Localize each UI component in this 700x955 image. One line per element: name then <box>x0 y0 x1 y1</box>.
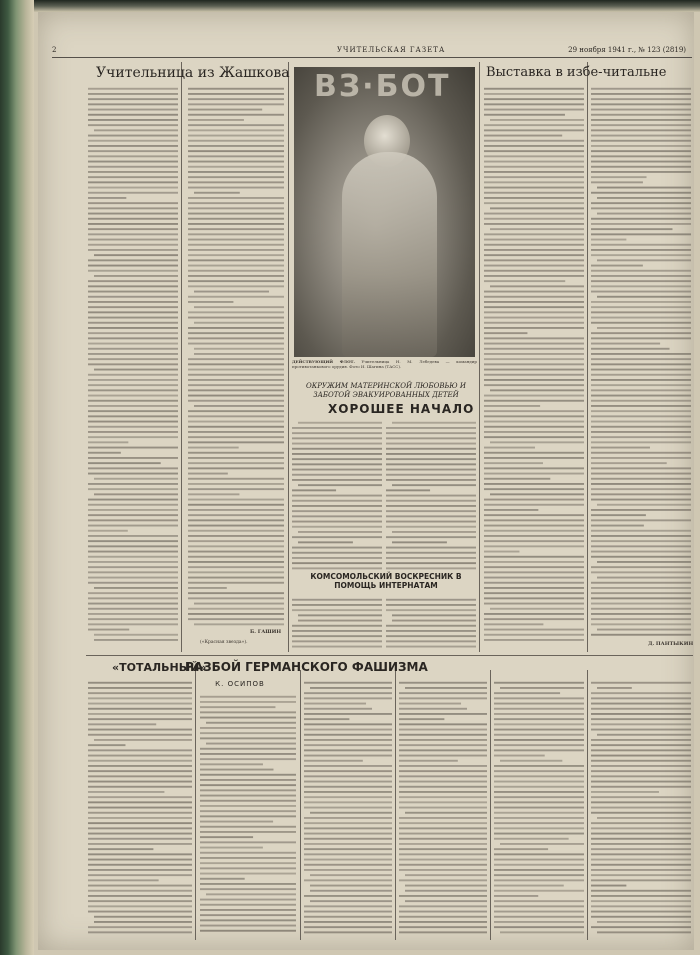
column-rule <box>490 670 491 940</box>
column-rule <box>181 62 182 652</box>
article-body-text <box>386 597 476 649</box>
teacher-article-headline: Учительница из Жашкова <box>96 65 290 81</box>
book-binding <box>0 0 34 955</box>
good-start-headline: ХОРОШЕЕ НАЧАЛО <box>328 402 475 416</box>
teacher-article-signature: Б. ГАШИН <box>250 629 282 635</box>
column-rule <box>288 62 289 652</box>
article-body-text <box>88 86 178 646</box>
article-body-text <box>188 86 284 626</box>
fascism-headline-quote: «ТОТАЛЬНЫЙ» <box>112 661 207 674</box>
photo-caption-lead: ДЕЙСТВУЮЩИЙ ФЛОТ. <box>292 359 355 364</box>
good-start-kicker: ОКРУЖИМ МАТЕРИНСКОЙ ЛЮБОВЬЮ И ЗАБОТОЙ ЭВАКУИРОВАННЫХ ДЕТЕЙ <box>306 382 466 399</box>
article-body-text <box>484 86 584 646</box>
article-body-text <box>494 680 584 935</box>
teacher-article-source: («Красная звезда»). <box>200 640 248 645</box>
fascism-byline: К. ОСИПОВ <box>215 680 265 688</box>
column-rule <box>587 670 588 940</box>
article-body-text <box>304 680 392 935</box>
masthead <box>52 44 692 58</box>
section-rule <box>86 655 693 656</box>
article-body-text <box>591 680 691 935</box>
article-body-text <box>386 420 476 570</box>
column-rule <box>479 62 480 652</box>
news-photo: ВЗ·БОТ <box>294 67 475 357</box>
article-body-text <box>591 86 691 636</box>
komsomol-headline: КОМСОМОЛЬСКИЙ ВОСКРЕСНИК В ПОМОЩЬ ИНТЕРНАТАМ <box>310 572 462 591</box>
article-body-text <box>292 597 382 649</box>
column-rule <box>195 670 196 940</box>
column-rule <box>395 670 396 940</box>
photo-caption <box>292 359 477 369</box>
column-rule <box>300 670 301 940</box>
page-top-edge <box>34 0 700 12</box>
article-body-text <box>292 420 382 570</box>
column-rule <box>587 62 588 652</box>
photo-caption-text: Учительница Н. М. Лебедева — командир противотанкового орудия. Фото И. Шагина (ТАСС). <box>292 359 477 370</box>
article-body-text <box>88 680 192 935</box>
newspaper-name: УЧИТЕЛЬСКАЯ ГАЗЕТА <box>337 46 446 54</box>
issue-date: 29 ноября 1941 г., № 123 (2819) <box>568 46 686 54</box>
fascism-headline-main: РАЗБОЙ ГЕРМАНСКОГО ФАШИЗМА <box>185 660 428 674</box>
article-body-text <box>200 694 296 934</box>
exhibition-headline: Выставка в избе-читальне <box>486 65 667 80</box>
right-column-signature: Д. ПАНТЫКИН <box>648 641 694 647</box>
page-number: 2 <box>52 46 57 54</box>
article-body-text <box>399 680 487 935</box>
